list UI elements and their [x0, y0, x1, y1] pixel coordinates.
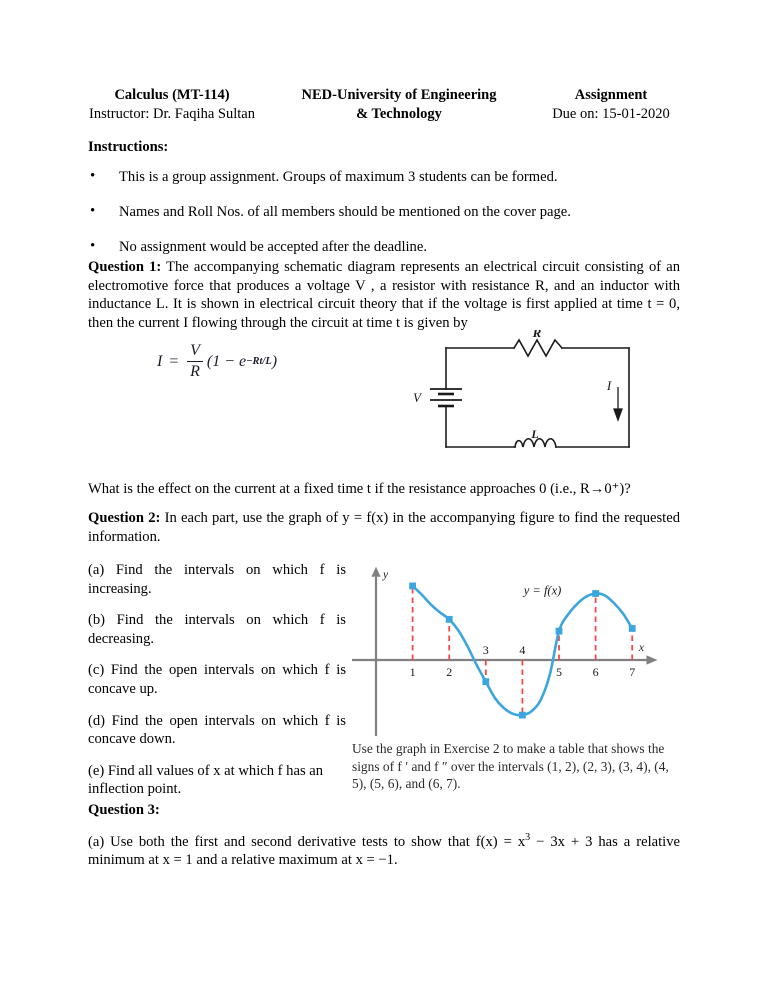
question-1-paragraph: [88, 258, 680, 332]
x-axis-label: x: [638, 642, 645, 654]
question-3-label: Question 3:: [88, 802, 160, 818]
formula-rest-before: (1 − e: [206, 352, 247, 370]
header-university-block: [289, 86, 509, 124]
question-1-followup: What is the effect on the current at a fixed time t if the resistance approaches 0 (i.e., R→0⁺)?: [88, 481, 631, 497]
rl-circuit-diagram: [404, 330, 654, 470]
question-1-body: The accompanying schematic diagram represents an electrical circuit consisting of an electromotive force that produces a voltage V , a resistor with resistance R, and an inductor with inductance L. It is shown in electrical circuit theory that if the voltage is first applied at time t = 0, then the current I flowing through the circuit at time t is given by: [88, 259, 680, 331]
curve-label: y = f(x): [523, 583, 562, 598]
university-line-2: & Technology: [356, 106, 442, 122]
data-point: [629, 625, 636, 632]
x-axis-arrow: [646, 655, 657, 664]
data-point: [592, 590, 599, 597]
current-formula: [157, 342, 277, 381]
question-1-label: Question 1:: [88, 259, 162, 275]
instructor-name: Instructor: Dr. Faqiha Sultan: [89, 106, 255, 122]
voltage-label: V: [413, 390, 421, 405]
question-2-part-d: (d) Find the open intervals on which f is concave down.: [88, 712, 346, 748]
document-header: [72, 86, 696, 124]
question-3-text-pre: (a) Use both the first and second derivative tests to show that f(x) = x: [88, 833, 526, 850]
question-2-part-e: (e) Find all values of x at which f has an inflection point.: [88, 762, 324, 798]
resistor-label: R: [532, 330, 542, 340]
header-assignment-block: [526, 86, 696, 124]
question-2-paragraph: [88, 509, 680, 546]
data-point: [519, 712, 526, 719]
x-tick-label: 4: [519, 643, 526, 657]
header-course-block: [72, 86, 272, 124]
course-title: Calculus (MT-114): [114, 87, 230, 103]
question-2-label: Question 2:: [88, 510, 161, 526]
x-tick-label: 1: [409, 665, 416, 679]
question-3-exponent: 3: [525, 832, 531, 843]
y-axis-label: y: [383, 568, 389, 581]
document-type: Assignment: [574, 87, 648, 103]
question-2-part-c: (c) Find the open intervals on which f is concave up.: [88, 662, 346, 697]
x-tick-label: 2: [446, 665, 453, 679]
x-tick-label: 7: [629, 665, 636, 679]
current-label: I: [606, 378, 612, 393]
graph-canvas: [352, 548, 688, 736]
formula-fraction: [187, 342, 203, 381]
formula-exponent: −Rt/L: [246, 356, 272, 368]
instructions-heading: Instructions:: [88, 139, 169, 155]
list-item: • This is a group assignment. Groups of maximum 3 students can be formed.: [88, 168, 688, 186]
question-2-body: In each part, use the graph of y = f(x) in the accompanying figure to find the requested information.: [88, 510, 680, 545]
inductor-label: L: [531, 427, 539, 441]
function-graph-figure: [352, 548, 688, 736]
x-tick-label: 5: [556, 665, 562, 679]
data-point: [556, 628, 563, 635]
question-3-part-a: [88, 829, 680, 870]
figure-caption: Use the graph in Exercise 2 to make a table that shows the signs of f ′ and f ″ over the intervals (1, 2), (2, 3), (3, 4), (4, 5), (5, 6), and (6, 7).: [352, 741, 669, 791]
x-tick-label: 3: [482, 643, 489, 657]
formula-numerator: V: [190, 342, 200, 359]
data-point: [446, 616, 453, 623]
question-2-parts: [88, 561, 346, 812]
formula-rest-after: ): [271, 352, 278, 370]
list-item: • Names and Roll Nos. of all members should be mentioned on the cover page.: [88, 203, 688, 221]
formula-denominator: R: [190, 363, 200, 381]
formula-lhs: I: [157, 352, 163, 370]
formula-equals: =: [168, 352, 180, 370]
question-2-part-b: (b) Find the intervals on which f is decreasing.: [88, 612, 346, 647]
question-3-text-post: − 3x + 3 has a relative minimum at x = 1 and a relative maximum at x = −1.: [88, 833, 681, 869]
question-2-part-a: (a) Find the intervals on which f is increasing.: [88, 562, 346, 597]
list-item: • No assignment would be accepted after the deadline.: [88, 238, 688, 256]
y-axis-arrow: [371, 567, 380, 577]
data-point: [482, 678, 489, 685]
university-line-1: NED-University of Engineering: [301, 87, 497, 103]
x-tick-label: 6: [592, 665, 599, 679]
data-point: [409, 583, 416, 590]
due-date: Due on: 15-01-2020: [552, 106, 670, 122]
